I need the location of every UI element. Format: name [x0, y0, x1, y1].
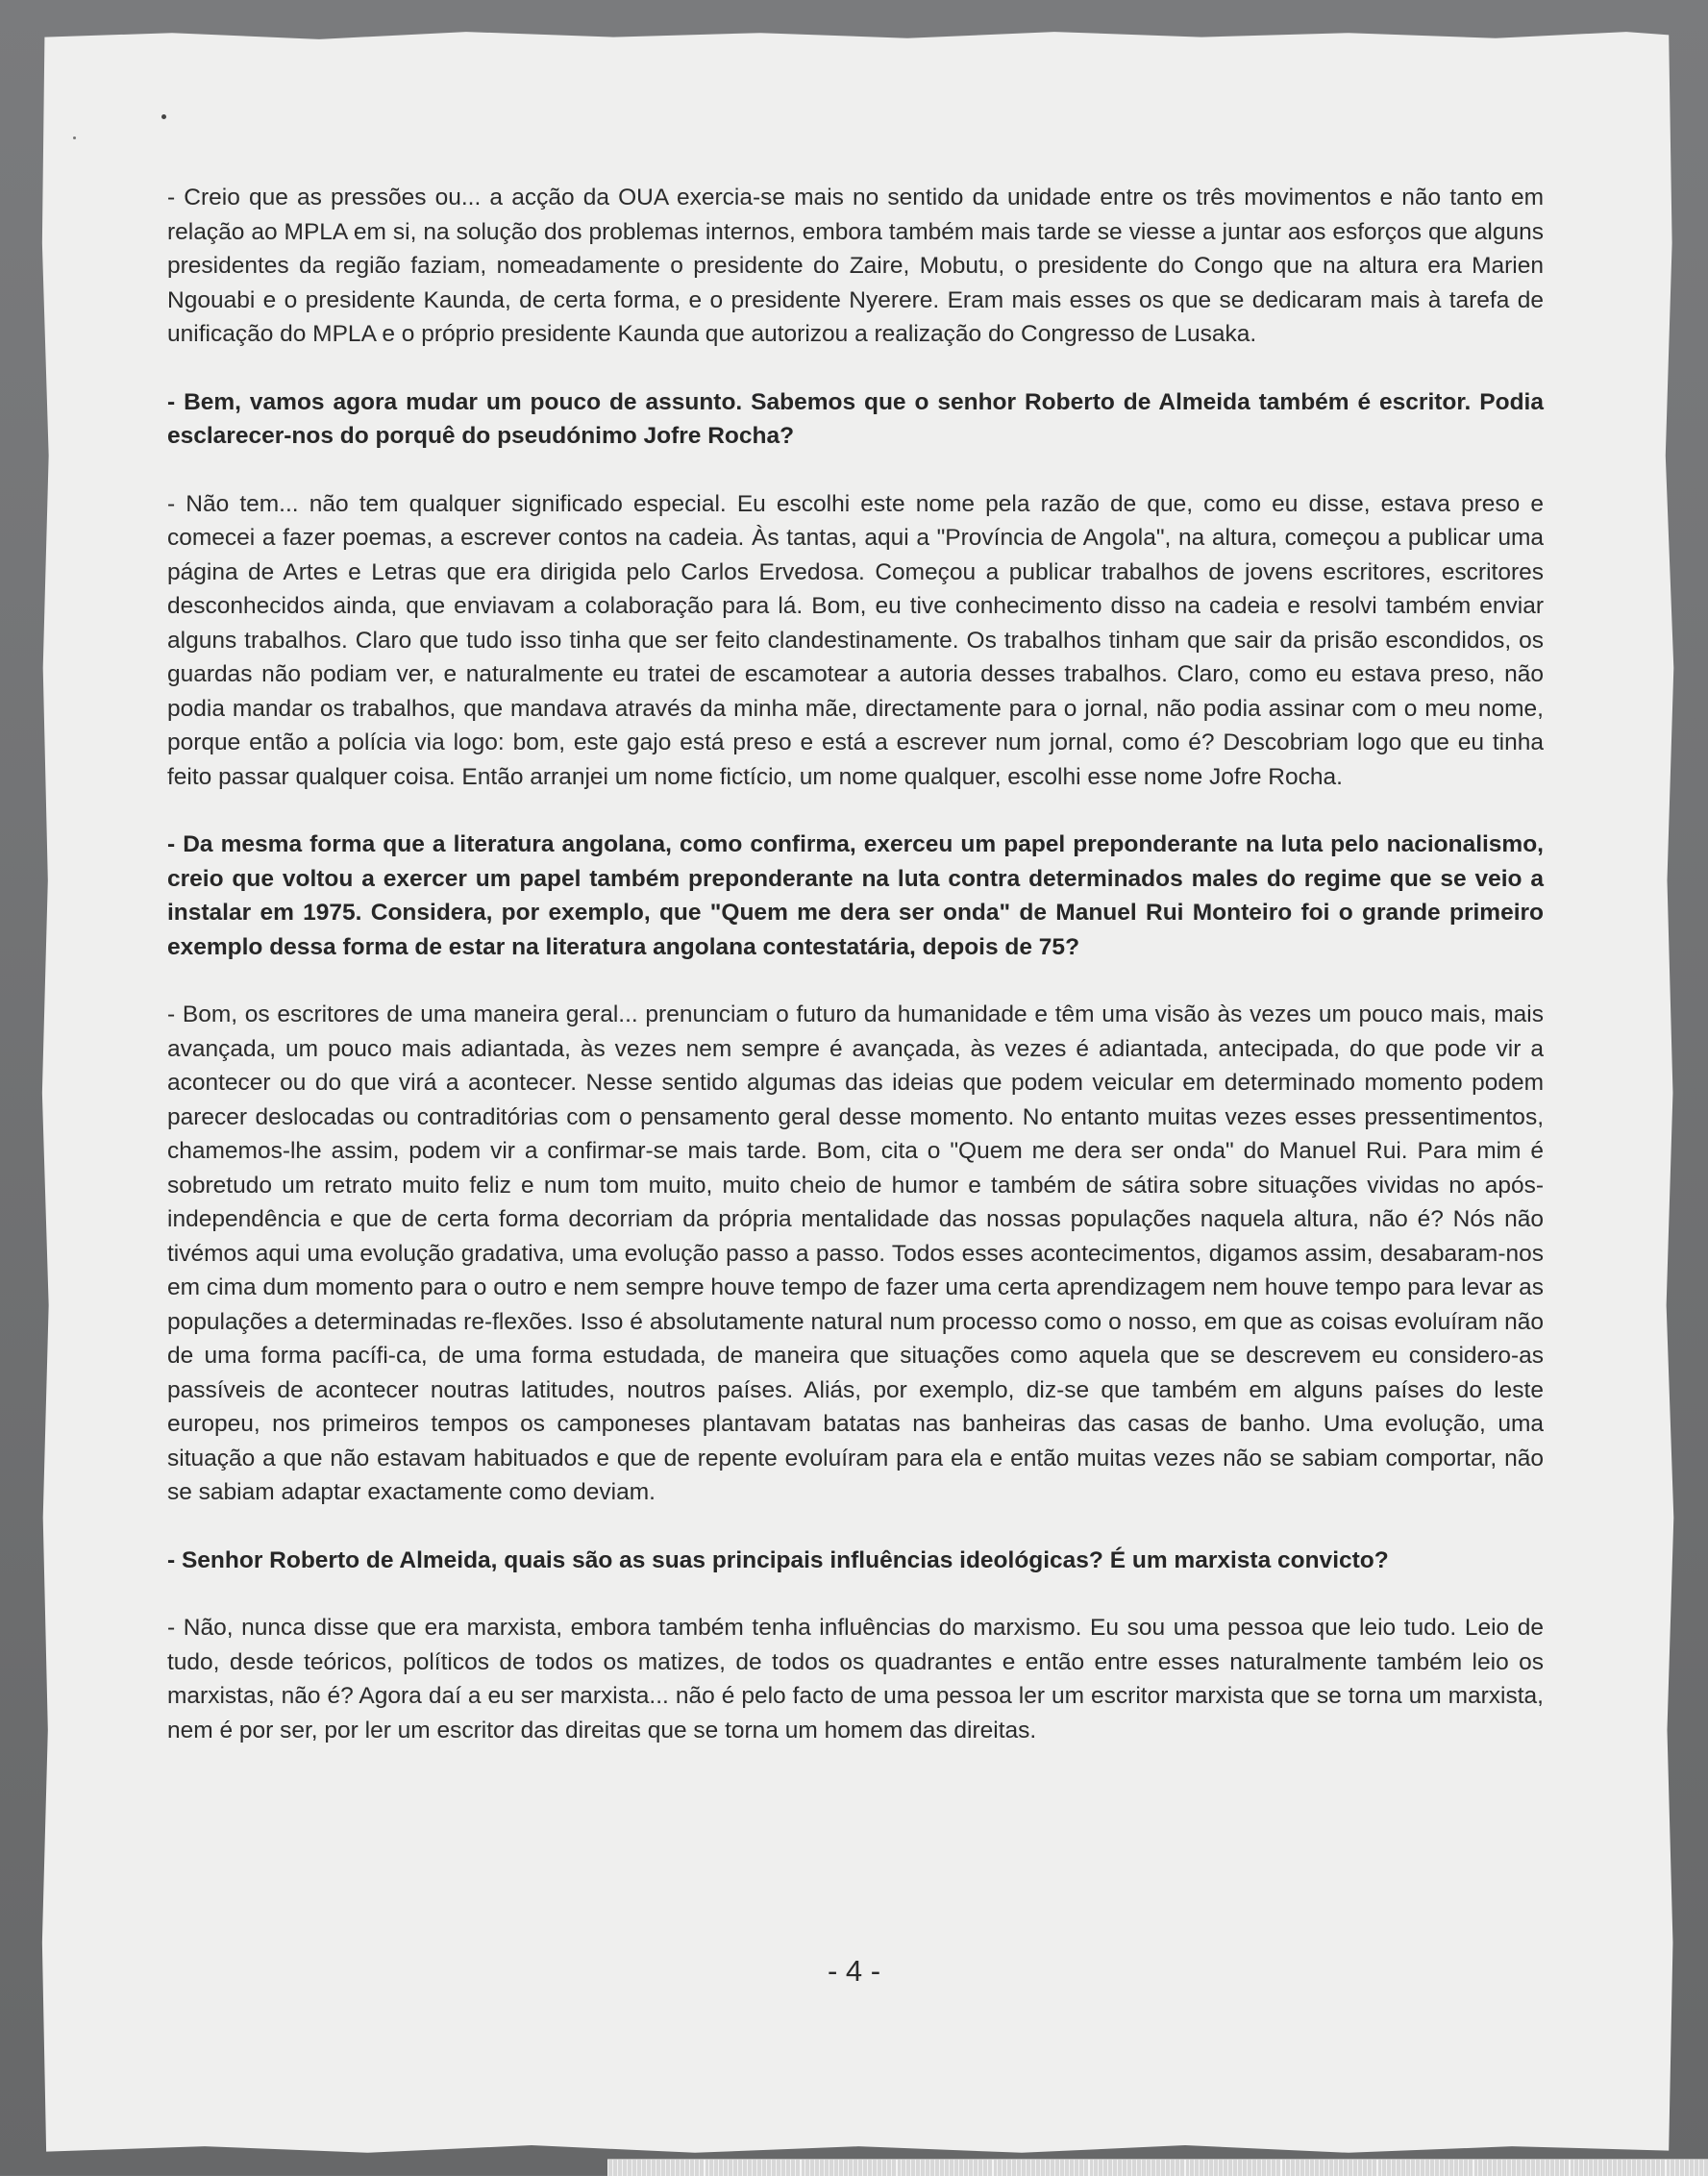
ruler-tick	[992, 2160, 994, 2176]
answer-paragraph: - Bom, os escritores de uma maneira geral... prenunciam o futuro da humanidade e têm uma visão às vezes um pouco mais, mais avançada, um pouco mais adiantada, às vezes nem sempre é avançada, às vezes é adiantada, antecipada, do que pode vir a acontecer ou do que virá a acontecer. Nesse sentido algumas das ideias que podem veicular em determinado momento podem parecer deslocadas ou contraditórias com o pensamento geral desse momento. No entanto muitas vezes esses pressentimentos, chamemos-lhe assim, podem vir a confirmar-se mais tarde. Bom, cita o "Quem me dera ser onda" do Manuel Rui. Para mim é sobretudo um retrato muito feliz e num tom muito, muito cheio de humor e também de sátira sobre situações vividas no após-independência e que de certa forma decorriam da própria mentalidade das nossas populações naquela altura, não é? Nós não tivémos aqui uma evolução gradativa, uma evolução passo a passo. Todos esses acontecimentos, digamos assim, desabaram-nos em cima dum momento para o outro e nem sempre houve tempo de fazer uma certa aprendizagem nem houve tempo para levar as populações a determinadas re-flexões. Isso é absolutamente natural num processo como o nosso, em que as coisas evoluíram não de uma forma pacífi-ca, de uma forma estudada, de maneira que situações como aquela que se descrevem eu considero-as passíveis de acontecer noutras latitudes, noutros países. Aliás, por exemplo, diz-se que também em alguns países do leste europeu, nos primeiros tempos os camponeses plantavam batatas nas banheiras das casas de banho. Uma evolução, uma situação a que não estavam habituados e que de repente evoluíram para ela e então muitas vezes não se sabiam comportar, não se sabiam adaptar exactamente como deviam.	[167, 1001, 1544, 1505]
answer-paragraph: - Não, nunca disse que era marxista, embora também tenha influências do marxismo. Eu sou uma pessoa que leio tudo. Leio de tudo, desde teóricos, políticos de todos os matizes, de todos os quadrantes e então entre esses naturalmente também leio os marxistas, não é? Agora daí a eu ser marxista... não é pelo facto de uma pessoa ler um escritor marxista que se torna um marxista, nem é por ser, por ler um escritor das direitas que se torna um homem das direitas.	[167, 1615, 1544, 1743]
document-body	[167, 181, 1544, 1781]
paper-speck	[73, 136, 76, 139]
question-paragraph: - Da mesma forma que a literatura angolana, como confirma, exerceu um papel preponderante na luta pelo nacionalismo, creio que voltou a exercer um papel também preponderante na luta contra determinados males do regime que se veio a instalar em 1975. Considera, por exemplo, que "Quem me dera ser onda" de Manuel Rui Monteiro foi o grande primeiro exemplo dessa forma de estar na literatura angolana contestatária, depois de 75?	[167, 831, 1544, 960]
question-paragraph: - Bem, vamos agora mudar um pouco de assunto. Sabemos que o senhor Roberto de Almeida também é escritor. Podia esclarecer-nos do porquê do pseudónimo Jofre Rocha?	[167, 388, 1544, 449]
ruler-tick	[1088, 2160, 1090, 2176]
ruler-tick	[800, 2160, 802, 2176]
answer-paragraph: - Não tem... não tem qualquer significado especial. Eu escolhi este nome pela razão de que, como eu disse, estava preso e comecei a fazer poemas, a escrever contos na cadeia. Às tantas, aqui a "Província de Angola", na altura, começou a publicar uma página de Artes e Letras que era dirigida pelo Carlos Ervedosa. Começou a publicar trabalhos de jovens escritores, escritores desconhecidos ainda, que enviavam a colaboração para lá. Bom, eu tive conhecimento disso na cadeia e resolvi também enviar alguns trabalhos. Claro que tudo isso tinha que ser feito clandestinamente. Os trabalhos tinham que sair da prisão escondidos, os guardas não podiam ver, e naturalmente eu tratei de escamotear a autoria desses trabalhos. Claro, como eu estava preso, não podia mandar os trabalhos, que mandava através da minha mãe, directamente para o jornal, não podia assinar com o meu nome, porque então a polícia via logo: bom, este gajo está preso e está a escrever num jornal, como é? Descobriam logo que eu tinha feito passar qualquer coisa. Então arranjei um nome fictício, um nome qualquer, escolhi esse nome Jofre Rocha.	[167, 490, 1544, 790]
paper-speck	[161, 114, 166, 119]
ruler-tick	[1665, 2160, 1667, 2176]
ruler-tick	[1473, 2160, 1474, 2176]
question-paragraph: - Senhor Roberto de Almeida, quais são as suas principais influências ideológicas? É um marxista convicto?	[167, 1546, 1389, 1573]
answer-paragraph: - Creio que as pressões ou... a acção da OUA exercia-se mais no sentido da unidade entre os três movimentos e não tanto em relação ao MPLA em si, na solução dos problemas internos, embora também mais tarde se viesse a juntar aos esforços que alguns presidentes da região faziam, nomeadamente o presidente do Zaire, Mobutu, o presidente do Congo que na altura era Marien Ngouabi e o presidente Kaunda, de certa forma, e o presidente Nyerere. Eram mais esses os que se dedicaram mais à tarefa de unificação do MPLA e o próprio presidente Kaunda que autorizou a realização do Congresso de Lusaka.	[167, 185, 1544, 347]
ruler-tick	[1376, 2160, 1378, 2176]
page-number: - 4 -	[827, 1954, 881, 1988]
ruler-tick	[1184, 2160, 1186, 2176]
scan-scale-ruler	[607, 2159, 1708, 2176]
ruler-tick	[896, 2160, 898, 2176]
ruler-tick	[704, 2160, 705, 2176]
ruler-tick	[1569, 2160, 1571, 2176]
ruler-tick	[1280, 2160, 1282, 2176]
